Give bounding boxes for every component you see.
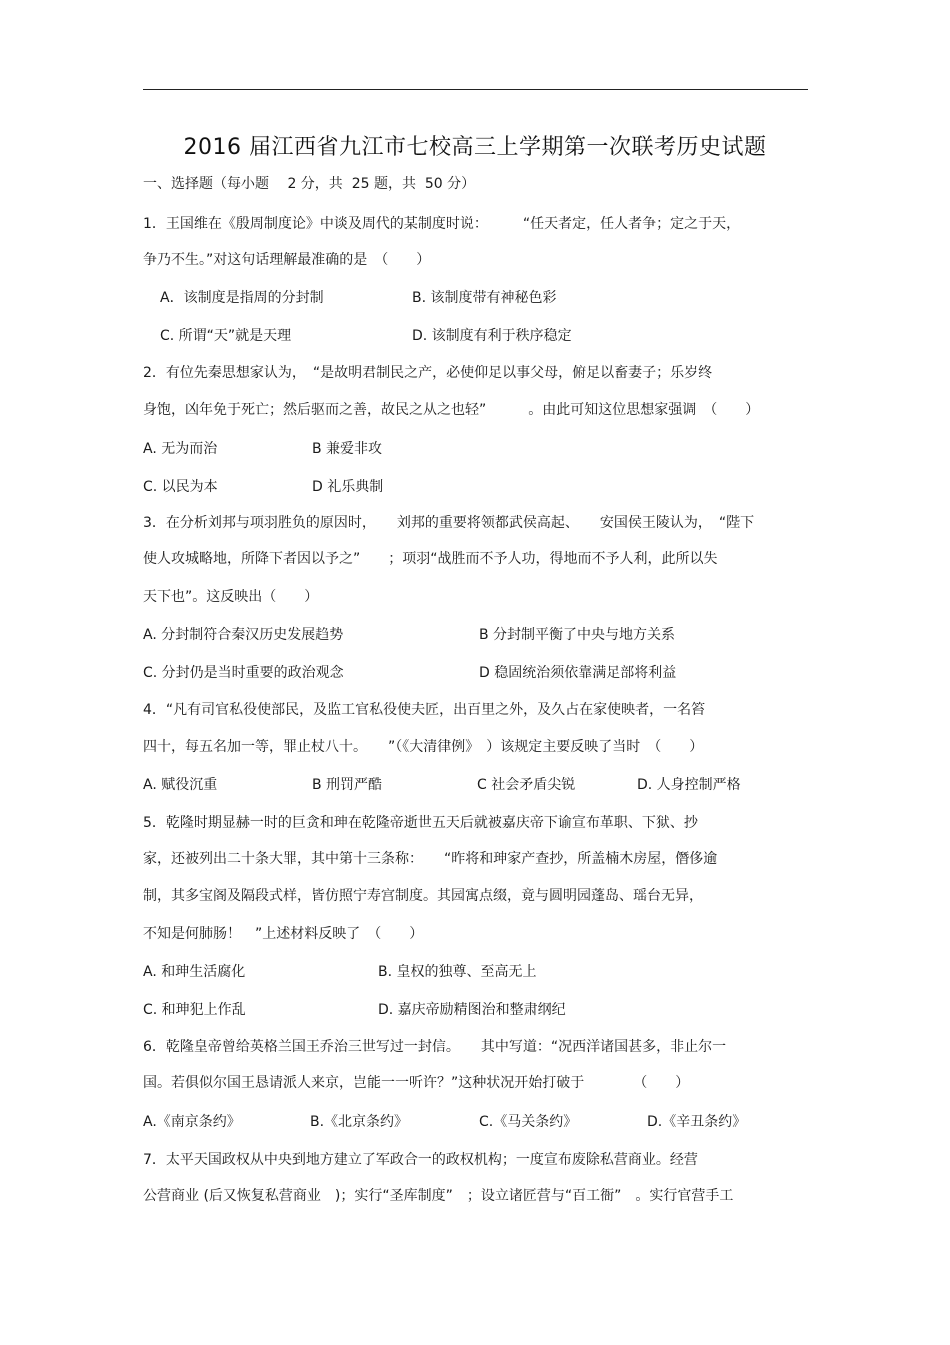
question-3-option-a: A. 分封制符合秦汉历史发展趋势 <box>143 627 344 643</box>
question-1-option-c: C. 所谓“天”就是天理 <box>160 328 292 344</box>
question-2-stem-line: 身饱，凶年免于死亡；然后驱而之善，故民之从之也轻” 。由此可知这位思想家强调 （ ） <box>143 402 760 418</box>
question-3-stem-line: 使人攻城略地，所降下者因以予之” ；项羽“战胜而不予人功，得地而不予人利，此所以失 <box>143 551 718 567</box>
question-5-stem-line: 不知是何肺肠！ ”上述材料反映了 （ ） <box>143 926 424 942</box>
question-1-stem-line: 1．王国维在《殷周制度论》中谈及周代的某制度时说： “任天者定，任人者争；定之于天， <box>143 216 741 232</box>
question-2-option-b: B 兼爱非攻 <box>312 441 383 457</box>
question-5-option-a: A. 和珅生活腐化 <box>143 964 246 980</box>
question-5-stem-line: 制，其多宝阁及隔段式样，皆仿照宁寿宫制度。其园寓点缀，竟与圆明园蓬岛、瑶台无异， <box>143 888 703 904</box>
question-2-option-a: A. 无为而治 <box>143 441 218 457</box>
question-3-stem-line: 3．在分析刘邦与项羽胜负的原因时， 刘邦的重要将领都武侯高起、 安国侯王陵认为， “陛下 <box>143 515 755 531</box>
question-2-option-d: D 礼乐典制 <box>312 479 384 495</box>
question-5-option-b: B. 皇权的独尊、至高无上 <box>378 964 537 980</box>
question-4-stem-line: 四十，每五名加一等，罪止杖八十。 ”（《大清律例》 ）该规定主要反映了当时 （ ） <box>143 739 704 755</box>
question-1-option-b: B. 该制度带有神秘色彩 <box>412 290 557 306</box>
question-5-stem-line: 5．乾隆时期显赫一时的巨贪和珅在乾隆帝逝世五天后就被嘉庆帝下谕宣布革职、下狱、抄 <box>143 815 698 831</box>
question-3-option-b: B 分封制平衡了中央与地方关系 <box>479 627 676 643</box>
question-7-stem-line: 公营商业 (后又恢复私营商业 )；实行“圣库制度” ；设立诸匠营与“百工衙” 。实行官营手工 <box>143 1188 734 1204</box>
question-5-stem-line: 家，还被列出二十条大罪，其中第十三条称： “昨将和珅家产查抄，所盖楠木房屋，僭侈逾 <box>143 851 718 867</box>
question-4-option-b: B 刑罚严酷 <box>312 777 383 793</box>
question-5-option-d: D. 嘉庆帝励精图治和整肃纲纪 <box>378 1002 566 1018</box>
question-5-option-c: C. 和珅犯上作乱 <box>143 1002 246 1018</box>
question-6-option-c: C.《马关条约》 <box>479 1114 578 1130</box>
question-7-stem-line: 7．太平天国政权从中央到地方建立了军政合一的政权机构；一度宣布废除私营商业。经营 <box>143 1152 698 1168</box>
question-4-stem-line: 4．“凡有司官私役使部民，及监工官私役使夫匠，出百里之外，及久占在家使映者，一名笞 <box>143 702 706 718</box>
question-2-option-c: C. 以民为本 <box>143 479 218 495</box>
question-6-option-b: B.《北京条约》 <box>310 1114 409 1130</box>
question-1-option-d: D. 该制度有利于秩序稳定 <box>412 328 572 344</box>
question-3-option-c: C. 分封仍是当时重要的政治观念 <box>143 665 344 681</box>
question-6-option-a: A.《南京条约》 <box>143 1114 241 1130</box>
section-heading: 一、选择题（每小题 2 分，共 25 题，共 50 分） <box>143 176 476 192</box>
page-title: 2016 届江西省九江市七校高三上学期第一次联考历史试题 <box>183 135 767 160</box>
question-3-option-d: D 稳固统治须依靠满足部将利益 <box>479 665 677 681</box>
question-4-option-c: C 社会矛盾尖锐 <box>477 777 576 793</box>
question-6-option-d: D.《辛丑条约》 <box>647 1114 747 1130</box>
question-4-option-d: D. 人身控制严格 <box>637 777 741 793</box>
top-rule <box>143 89 808 90</box>
question-6-stem-line: 国。若俱似尔国王恳请派人来京，岂能一一听许？”这种状况开始打破于 （ ） <box>143 1075 690 1091</box>
question-4-option-a: A. 赋役沉重 <box>143 777 218 793</box>
question-3-stem-line: 天下也”。这反映出（ ） <box>143 589 319 605</box>
question-2-stem-line: 2．有位先秦思想家认为， “是故明君制民之产，必使仰足以事父母，俯足以畜妻子；乐岁终 <box>143 365 713 381</box>
question-1-option-a: A．该制度是指周的分封制 <box>160 290 324 306</box>
question-1-stem-line: 争乃不生。”对这句话理解最准确的是 （ ） <box>143 252 431 268</box>
question-6-stem-line: 6．乾隆皇帝曾给英格兰国王乔治三世写过一封信。 其中写道：“况西洋诸国甚多，非止尔一 <box>143 1039 727 1055</box>
